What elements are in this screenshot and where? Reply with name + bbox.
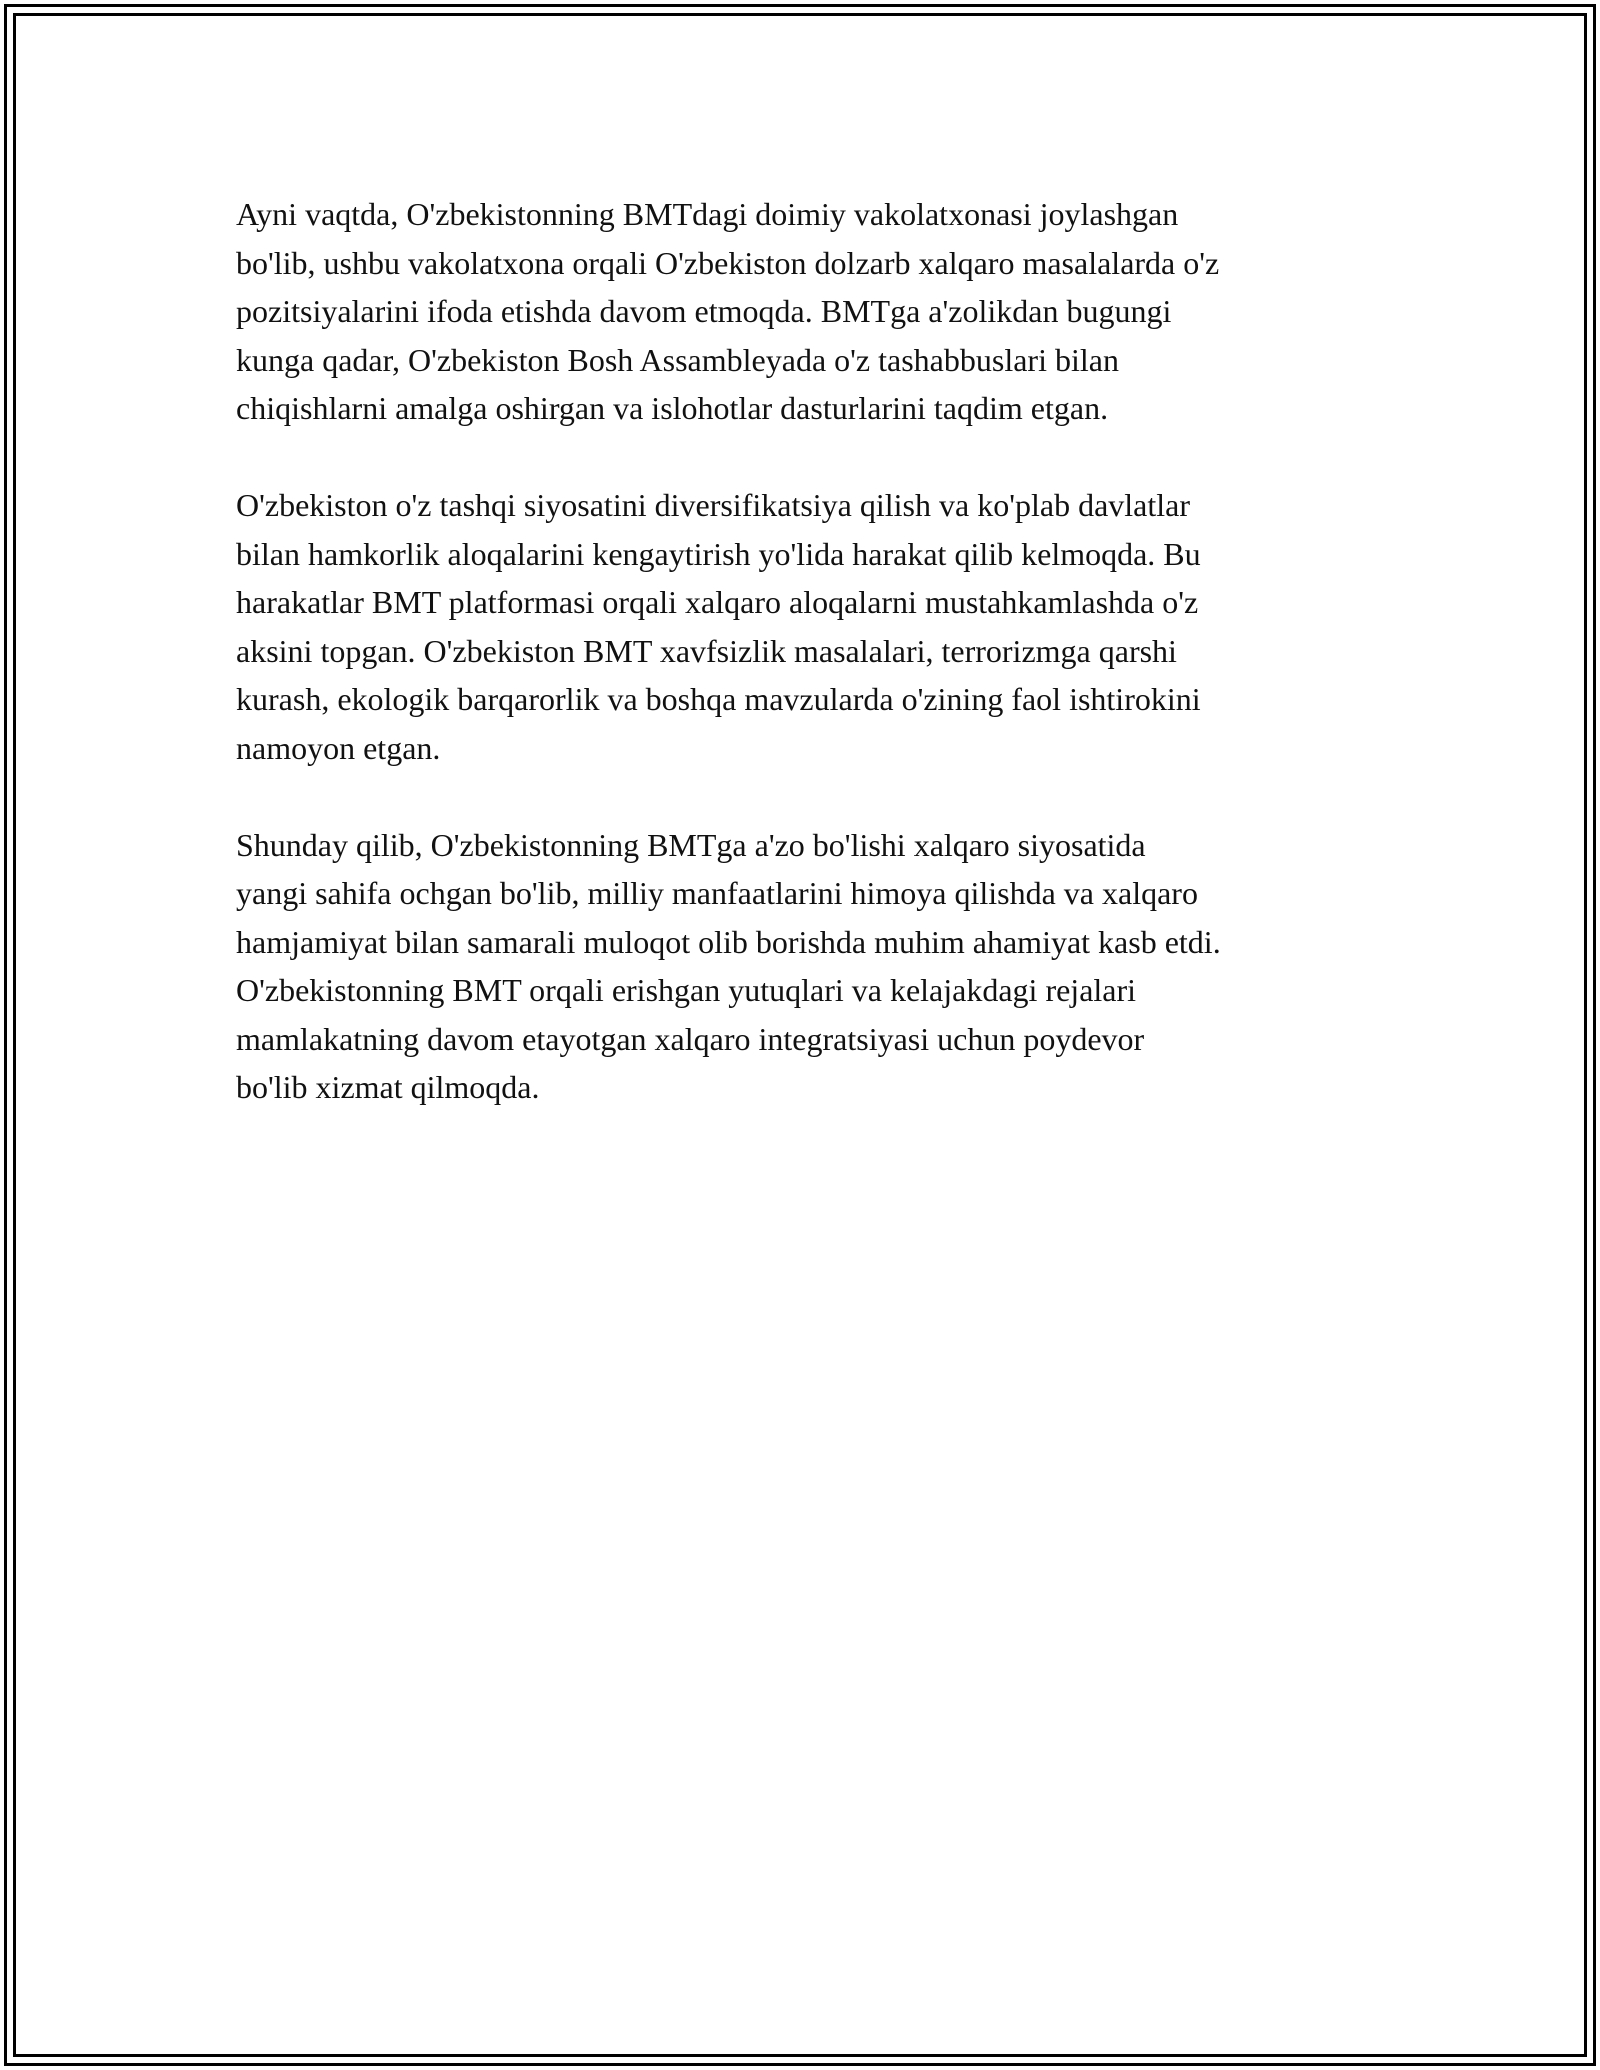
paragraph-1: Ayni vaqtda, O'zbekistonning BMTdagi doimiy vakolatxonasi joylashgan bo'lib, ushbu vakolatxona orqali O'zbekiston dolzarb xalqaro masalalarda o'z pozitsiyalarini ifoda etishda davom etmoqda. BMTga a'zolikdan bugungi kunga qadar, O'zbekiston Bosh Assambleyada o'z tashabbuslari bilan chiqishlarni amalga oshirgan va islohotlar dasturlarini taqdim etgan. [236,196,1220,426]
paragraph-2: O'zbekiston o'z tashqi siyosatini diversifikatsiya qilish va ko'plab davlatlar bilan hamkorlik aloqalarini kengaytirish yo'lida harakat qilib kelmoqda. Bu harakatlar BMT platformasi orqali xalqaro aloqalarni mustahkamlashda o'z aksini topgan. O'zbekiston BMT xavfsizlik masalalari, terrorizmga qarshi kurash, ekologik barqarorlik va boshqa mavzularda o'zining faol ishtirokini namoyon etgan. [236,487,1201,766]
paragraph-3: Shunday qilib, O'zbekistonning BMTga a'zo bo'lishi xalqaro siyosatida yangi sahifa ochgan bo'lib, milliy manfaatlarini himoya qilishda va xalqaro hamjamiyat bilan samarali muloqot olib borishda muhim ahamiyat kasb etdi. O'zbekistonning BMT orqali erishgan yutuqlari va kelajakdagi rejalari mamlakatning davom etayotgan xalqaro integratsiyasi uchun poydevor bo'lib xizmat qilmoqda. [236,826,1221,1105]
document-body [236,190,1376,1160]
